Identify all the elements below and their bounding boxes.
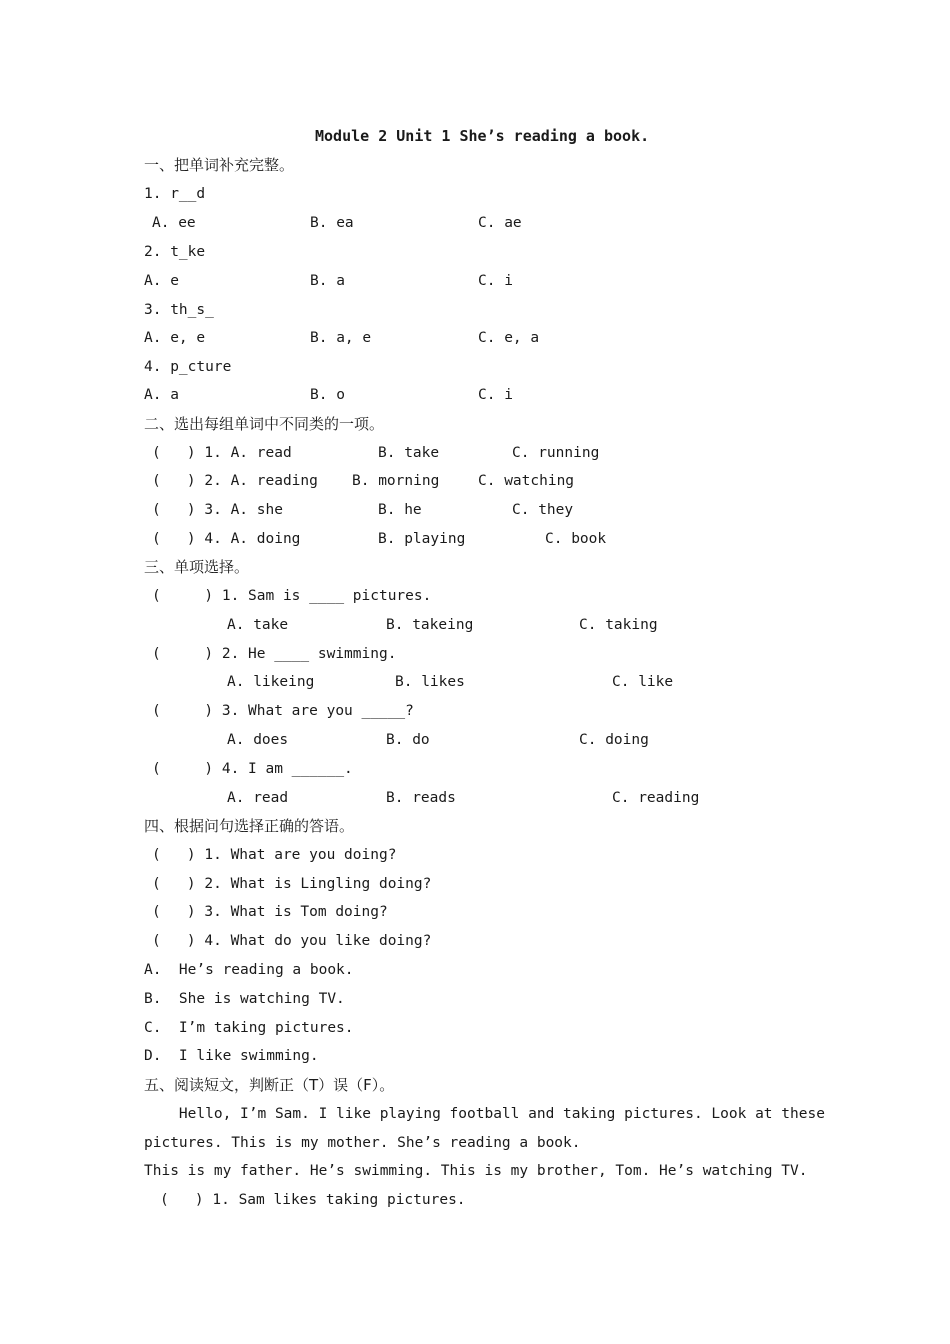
s3-q3-option-c: C. doing	[579, 732, 649, 748]
s2-q3: ( ) 3. A. she	[152, 502, 283, 518]
s4-answer-b: B. She is watching TV.	[144, 991, 345, 1007]
section-1-heading: 一、把单词补充完整。	[144, 156, 295, 174]
s3-q3: ( ) 3. What are you _____?	[152, 703, 414, 719]
s2-q3-option-c: C. they	[512, 502, 574, 518]
section-4-heading: 四、根据问句选择正确的答语。	[144, 817, 355, 835]
s2-q4-option-c: C. book	[545, 531, 607, 547]
s3-q1-option-b: B. takeing	[386, 617, 474, 633]
section-2-heading: 二、选出每组单词中不同类的一项。	[144, 415, 385, 433]
s4-answer-a: A. He’s reading a book.	[144, 962, 354, 978]
s3-q3-option-b: B. do	[386, 732, 430, 748]
s3-q2-option-a: A. likeing	[227, 674, 315, 690]
s1-q3: 3. th_s_	[144, 302, 214, 318]
s2-q3-option-b: B. he	[378, 502, 422, 518]
s4-answer-d: D. I like swimming.	[144, 1048, 319, 1064]
s1-q2-option-a: A. e	[144, 273, 179, 289]
s1-q1-option-c: C. ae	[478, 215, 522, 231]
s3-q3-option-a: A. does	[227, 732, 289, 748]
s4-q3: ( ) 3. What is Tom doing?	[152, 904, 388, 920]
s1-q2-option-b: B. a	[310, 273, 345, 289]
s2-q4: ( ) 4. A. doing	[152, 531, 301, 547]
s2-q2-option-b: B. morning	[352, 473, 440, 489]
s1-q3-option-a: A. e, e	[144, 330, 206, 346]
s3-q1-option-c: C. taking	[579, 617, 658, 633]
s4-q2: ( ) 2. What is Lingling doing?	[152, 876, 432, 892]
page-title: Module 2 Unit 1 She’s reading a book.	[315, 127, 650, 145]
s1-q4: 4. p_cture	[144, 359, 232, 375]
s2-q4-option-b: B. playing	[378, 531, 466, 547]
s3-q4: ( ) 4. I am ______.	[152, 761, 353, 777]
s1-q1-option-b: B. ea	[310, 215, 354, 231]
s5-passage-line-3: This is my father. He’s swimming. This is my brother, Tom. He’s watching TV.	[144, 1163, 808, 1179]
s1-q1-option-a: A. ee	[152, 215, 196, 231]
s5-q1: ( ) 1. Sam likes taking pictures.	[160, 1192, 466, 1208]
s1-q3-option-b: B. a, e	[310, 330, 372, 346]
s3-q4-option-b: B. reads	[386, 790, 456, 806]
s2-q1-option-c: C. running	[512, 445, 600, 461]
s3-q2-option-b: B. likes	[395, 674, 465, 690]
s2-q1-option-b: B. take	[378, 445, 440, 461]
s1-q1: 1. r__d	[144, 186, 206, 202]
s1-q2-option-c: C. i	[478, 273, 513, 289]
s1-q4-option-c: C. i	[478, 387, 513, 403]
s2-q2: ( ) 2. A. reading	[152, 473, 318, 489]
s4-q1: ( ) 1. What are you doing?	[152, 847, 397, 863]
section-5-heading: 五、阅读短文，判断正（T）误（F）。	[144, 1076, 395, 1094]
s2-q1: ( ) 1. A. read	[152, 445, 292, 461]
s3-q4-option-a: A. read	[227, 790, 289, 806]
s3-q2: ( ) 2. He ____ swimming.	[152, 646, 397, 662]
section-3-heading: 三、单项选择。	[144, 558, 250, 576]
s5-passage-line-1: Hello, I’m Sam. I like playing football and taking pictures. Look at these	[144, 1106, 825, 1122]
s4-q4: ( ) 4. What do you like doing?	[152, 933, 432, 949]
s3-q2-option-c: C. like	[612, 674, 674, 690]
s4-answer-c: C. I’m taking pictures.	[144, 1020, 354, 1036]
s3-q1: ( ) 1. Sam is ____ pictures.	[152, 588, 432, 604]
s1-q4-option-b: B. o	[310, 387, 345, 403]
s1-q4-option-a: A. a	[144, 387, 179, 403]
s3-q1-option-a: A. take	[227, 617, 289, 633]
s3-q4-option-c: C. reading	[612, 790, 700, 806]
s1-q2: 2. t_ke	[144, 244, 206, 260]
s1-q3-option-c: C. e, a	[478, 330, 540, 346]
s5-passage-line-2: pictures. This is my mother. She’s reading a book.	[144, 1135, 581, 1151]
s2-q2-option-c: C. watching	[478, 473, 575, 489]
